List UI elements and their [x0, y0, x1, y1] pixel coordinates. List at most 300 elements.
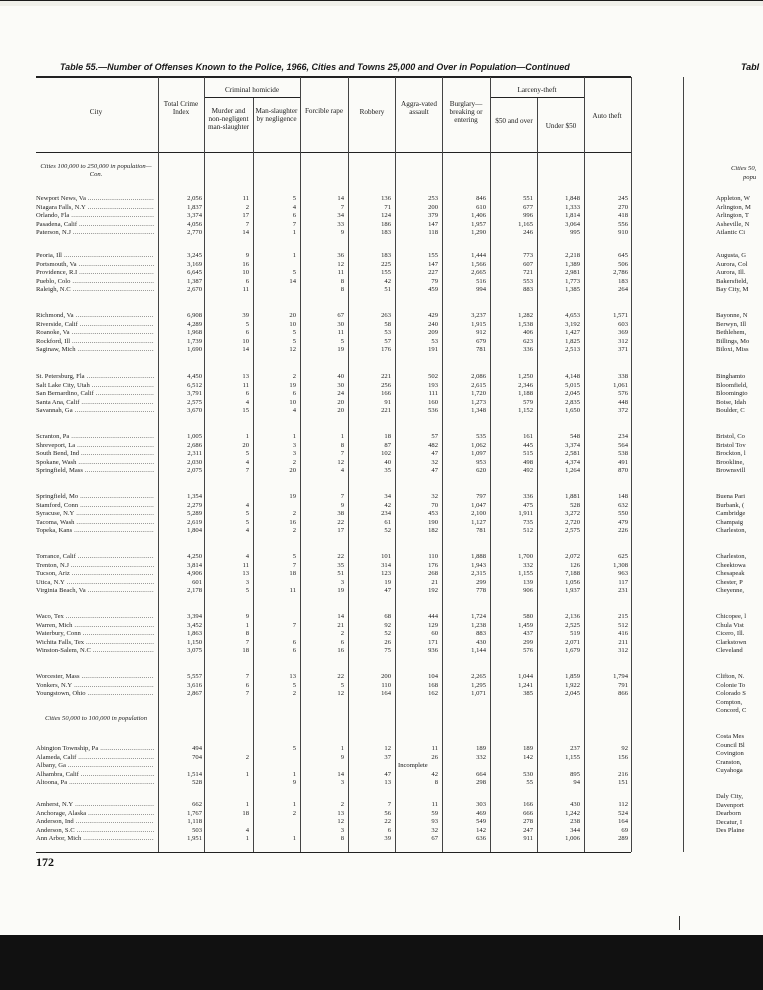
city-name: South Bend, Ind ..... — [36, 450, 154, 459]
cell-mans: 13 — [289, 673, 296, 680]
cell-auto: 524 — [618, 809, 628, 817]
cell-mans: 19 — [289, 381, 296, 389]
cell-lu: 237 — [570, 745, 580, 752]
cell-rape: 30 — [337, 320, 344, 328]
cell-auto: 1,794 — [613, 673, 628, 680]
cell-l50: 1,241 — [518, 681, 533, 689]
cell-lu: 430 — [570, 801, 580, 808]
cell-auto: 156 — [618, 753, 628, 761]
cell-burglary: 610 — [476, 203, 486, 211]
table-row — [0, 338, 640, 347]
cell-assault: 240 — [428, 320, 438, 328]
city-name: Youngstown, Ohio ..... — [36, 690, 154, 699]
cell-burglary: 299 — [476, 578, 486, 586]
cell-l50: 735 — [523, 518, 533, 526]
cell-murder: 39 — [242, 312, 249, 319]
cell-assault: 26 — [431, 753, 438, 761]
cell-rape: 40 — [337, 373, 344, 380]
cell-assault: 536 — [428, 407, 438, 414]
header-city: City — [89, 108, 103, 116]
table-row — [0, 673, 640, 682]
header-criminal-homicide: Criminal homicide — [224, 86, 280, 94]
cell-robbery: 164 — [381, 690, 391, 697]
cell-robbery: 225 — [381, 260, 391, 268]
cell-rape: 9 — [340, 501, 344, 509]
header-assault: Aggra-vated assault — [401, 100, 437, 116]
header-burglary: Burglary—breaking or entering — [449, 100, 483, 124]
cell-robbery: 123 — [381, 570, 391, 577]
cell-mans: 20 — [289, 467, 296, 474]
cell-robbery: 57 — [384, 337, 391, 345]
cell-robbery: 52 — [384, 527, 391, 534]
table-row — [0, 382, 640, 391]
cell-mans: 16 — [289, 518, 296, 526]
cell-burglary: 1,047 — [471, 501, 486, 509]
cell-mans: 2 — [292, 458, 296, 466]
cell-murder: 15 — [242, 407, 249, 414]
cell-auto: 112 — [618, 801, 628, 808]
cell-rape: 12 — [337, 458, 344, 466]
cell-auto: 870 — [618, 467, 628, 474]
cell-total: 1,118 — [187, 818, 202, 825]
cell-robbery: 61 — [384, 518, 391, 526]
cell-lu: 2,835 — [565, 398, 580, 406]
cell-burglary: 1,566 — [471, 260, 486, 268]
cell-auto: 234 — [618, 433, 628, 440]
cell-l50: 551 — [523, 195, 533, 202]
cell-lu: 1,006 — [565, 835, 580, 842]
cell-assault: 268 — [428, 570, 438, 577]
cell-mans: 4 — [292, 203, 296, 211]
cell-rape: 5 — [340, 681, 344, 689]
cell-lu: 4,374 — [565, 458, 580, 466]
table-row — [0, 399, 640, 408]
cell-burglary: 1,957 — [471, 220, 486, 228]
fragment-city: Bloomfield, — [716, 381, 748, 389]
table-row — [0, 212, 640, 221]
city-name: Newport News, Va ..... — [36, 195, 154, 204]
cell-robbery: 183 — [381, 229, 391, 236]
city-name: Pasadena, Calif ..... — [36, 221, 154, 230]
city-name: Raleigh, N.C ..... — [36, 286, 154, 295]
cell-total: 2,075 — [187, 467, 202, 474]
city-name: Abington Township, Pa ..... — [36, 745, 154, 754]
fragment-city: Boise, Idah — [716, 398, 747, 406]
city-name: Providence, R.I ..... — [36, 269, 154, 278]
cell-robbery: 221 — [381, 373, 391, 380]
cell-l50: 166 — [523, 801, 533, 808]
cell-mans: 9 — [292, 779, 296, 786]
cell-lu: 895 — [570, 770, 580, 778]
city-name: Tacoma, Wash ..... — [36, 519, 154, 528]
cell-lu: 2,513 — [565, 346, 580, 353]
cell-robbery: 40 — [384, 458, 391, 466]
cell-rape: 8 — [340, 277, 344, 285]
fragment-city: Chester, P — [716, 578, 743, 586]
cell-mans: 1 — [292, 252, 296, 259]
cell-rape: 8 — [340, 441, 344, 449]
cell-rape: 22 — [337, 518, 344, 526]
city-name: Savannah, Ga ..... — [36, 407, 154, 416]
city-name: Springfield, Mass ..... — [36, 467, 154, 476]
cell-murder: 1 — [245, 835, 249, 842]
fragment-city: Bristol, Co — [716, 433, 745, 440]
cell-assault: 502 — [428, 373, 438, 380]
cell-auto: 164 — [618, 818, 628, 825]
table-row — [0, 779, 640, 788]
cell-murder: 7 — [245, 220, 249, 228]
cell-l50: 512 — [523, 527, 533, 534]
cell-rape: 6 — [340, 638, 344, 646]
cell-auto: 2,786 — [613, 269, 628, 276]
cell-total: 1,804 — [187, 527, 202, 534]
table-row — [0, 252, 640, 261]
cell-assault: 32 — [431, 458, 438, 466]
cell-murder: 16 — [242, 260, 249, 268]
section-heading-100k: Cities 100,000 to 250,000 in population—Con. — [40, 163, 152, 178]
fragment-city: Arlington, M — [716, 203, 751, 211]
fragment-city: Chesapeak — [716, 570, 745, 577]
cell-l50: 1,282 — [518, 312, 533, 319]
header-auto: Auto theft — [592, 112, 622, 120]
cell-robbery: 68 — [384, 613, 391, 620]
cell-mans: 6 — [292, 212, 296, 219]
table-row — [0, 204, 640, 213]
cell-lu: 1,650 — [565, 407, 580, 414]
fragment-section-text: Cities 50, — [731, 165, 757, 172]
cell-auto: 418 — [618, 212, 628, 219]
cell-murder: 6 — [245, 681, 249, 689]
cell-assault: 79 — [431, 277, 438, 285]
city-name: Springfield, Mo ..... — [36, 493, 154, 502]
cell-total: 3,452 — [187, 621, 202, 629]
cell-mans: 2 — [292, 690, 296, 697]
cell-lu: 2,218 — [565, 252, 580, 259]
cell-total: 2,178 — [187, 587, 202, 594]
fragment-city: Boulder, C — [716, 407, 745, 414]
cell-auto: 372 — [618, 407, 628, 414]
cell-auto: 645 — [618, 252, 628, 259]
table-row — [0, 329, 640, 338]
cell-auto: 216 — [618, 770, 628, 778]
cell-total: 1,387 — [187, 277, 202, 285]
cell-assault: 193 — [428, 381, 438, 389]
fragment-city: Asheville, N — [716, 220, 750, 228]
cell-auto: 226 — [618, 527, 628, 534]
cell-auto: 556 — [618, 220, 628, 228]
table-row — [0, 613, 640, 622]
fragment-city: Des Plaine — [716, 827, 745, 834]
fragment-city: Cleveland — [716, 647, 743, 654]
fragment-city: Davenport — [716, 801, 744, 809]
scan-mark — [679, 916, 680, 930]
cell-total: 1,690 — [187, 346, 202, 353]
cell-burglary: 430 — [476, 638, 486, 646]
cell-burglary: 1,888 — [471, 553, 486, 560]
cell-murder: 13 — [242, 373, 249, 380]
section-heading-50k: Cities 50,000 to 100,000 in population — [44, 715, 148, 722]
cell-total: 3,374 — [187, 212, 202, 219]
cell-rape: 14 — [337, 770, 344, 778]
cell-rape: 1 — [340, 745, 344, 752]
table-row — [0, 562, 640, 571]
fragment-city: Dearborn — [716, 810, 741, 817]
fragment-city: Berwyn, Ill — [716, 320, 747, 328]
cell-mans: 5 — [292, 681, 296, 689]
cell-l50: 1,155 — [518, 570, 533, 577]
cell-murder: 8 — [245, 630, 249, 637]
cell-total: 6,512 — [187, 381, 202, 389]
page-number: 172 — [36, 855, 54, 869]
cell-assault: 160 — [428, 398, 438, 406]
table-row — [0, 221, 640, 230]
fragment-city: Clarkstown — [716, 638, 747, 646]
cell-burglary: 953 — [476, 458, 486, 466]
cell-l50: 666 — [523, 809, 533, 817]
cell-assault: 429 — [428, 312, 438, 319]
table-row — [0, 810, 640, 819]
cell-murder: 9 — [245, 252, 249, 259]
cell-rape: 9 — [340, 753, 344, 761]
cell-lu: 1,922 — [565, 681, 580, 689]
cell-rape: 7 — [340, 493, 344, 500]
fragment-city: Arlington, T — [716, 212, 749, 219]
cell-l50: 139 — [523, 578, 533, 586]
cell-mans: 1 — [292, 770, 296, 778]
cell-burglary: 1,295 — [471, 681, 486, 689]
cell-auto: 1,061 — [613, 381, 628, 389]
cell-robbery: 12 — [384, 745, 391, 752]
table-row — [0, 467, 640, 476]
cell-burglary: 781 — [476, 527, 486, 534]
city-name: Tucson, Ariz ..... — [36, 570, 154, 579]
cell-lu: 5,015 — [565, 381, 580, 389]
table-row — [0, 827, 640, 836]
cell-l50: 336 — [523, 346, 533, 353]
cell-burglary: 1,097 — [471, 450, 486, 457]
fragment-city: Augusta, G — [716, 252, 747, 259]
cell-total: 2,311 — [187, 450, 202, 457]
cell-murder: 2 — [245, 753, 249, 761]
table-row — [0, 407, 640, 416]
cell-l50: 996 — [523, 212, 533, 219]
city-name: Syracuse, N.Y ..... — [36, 510, 154, 519]
cell-total: 6,645 — [187, 269, 202, 276]
cell-mans: 5 — [292, 195, 296, 202]
cell-rape: 16 — [337, 647, 344, 654]
city-name: Utica, N.Y ..... — [36, 579, 154, 588]
cell-burglary: 298 — [476, 779, 486, 786]
cell-total: 1,514 — [187, 770, 202, 778]
header-murder: Murder and non-negligent man-slaughter — [207, 107, 250, 131]
city-name: Yonkers, N.Y ..... — [36, 682, 154, 691]
cell-l50: 406 — [523, 329, 533, 336]
cell-auto: 512 — [618, 621, 628, 629]
fragment-section-text: popu — [743, 174, 757, 181]
cell-burglary: 303 — [476, 801, 486, 808]
table-row — [0, 373, 640, 382]
cell-robbery: 56 — [384, 809, 391, 817]
cell-murder: 1 — [245, 770, 249, 778]
table-row — [0, 527, 640, 536]
cell-murder: 5 — [245, 320, 249, 328]
cell-total: 2,056 — [187, 195, 202, 202]
cell-robbery: 26 — [384, 638, 391, 646]
table-row — [0, 433, 640, 442]
cell-lu: 2,525 — [565, 621, 580, 629]
fragment-city: Bay City, M — [716, 286, 749, 293]
cell-lu: 2,072 — [565, 553, 580, 560]
cell-l50: 1,911 — [518, 510, 533, 517]
cell-auto: 215 — [618, 613, 628, 620]
cell-assault: 60 — [431, 630, 438, 637]
cell-robbery: 314 — [381, 561, 391, 569]
city-name: Trenton, N.J ..... — [36, 562, 154, 571]
page-top-rule — [0, 0, 763, 1]
header-top-rule — [36, 76, 631, 78]
cell-assault: 147 — [428, 220, 438, 228]
cell-assault: 111 — [428, 390, 438, 397]
cell-robbery: 13 — [384, 779, 391, 786]
cell-l50: 332 — [523, 561, 533, 569]
cell-rape: 3 — [340, 779, 344, 786]
cell-l50: 142 — [523, 753, 533, 761]
cell-rape: 22 — [337, 553, 344, 560]
cell-rape: 2 — [340, 801, 344, 808]
cell-murder: 5 — [245, 518, 249, 526]
fragment-city: Cheyenne, — [716, 587, 745, 594]
table-row — [0, 278, 640, 287]
cell-auto: 506 — [618, 260, 628, 268]
table-row — [0, 195, 640, 204]
cell-auto: 369 — [618, 329, 628, 336]
cell-burglary: 1,915 — [471, 320, 486, 328]
cell-robbery: 186 — [381, 220, 391, 228]
cell-rape: 11 — [337, 269, 344, 276]
city-name: Waterbury, Conn ..... — [36, 630, 154, 639]
cell-auto: 264 — [618, 286, 628, 293]
cell-total: 3,670 — [187, 407, 202, 414]
cell-assault: 191 — [428, 346, 438, 353]
cell-burglary: 469 — [476, 809, 486, 817]
cell-murder: 4 — [245, 398, 249, 406]
city-name: Waco, Tex ..... — [36, 613, 154, 622]
cell-lu: 1,155 — [565, 753, 580, 761]
cell-lu: 1,825 — [565, 337, 580, 345]
fragment-city: Bethlehem, — [716, 329, 747, 336]
cell-robbery: 18 — [384, 433, 391, 440]
cell-robbery: 102 — [381, 450, 391, 457]
cell-total: 4,906 — [187, 570, 202, 577]
cell-rape: 19 — [337, 587, 344, 594]
cell-robbery: 166 — [381, 390, 391, 397]
fragment-city: Atlantic Ci — [716, 229, 746, 236]
city-name: Spokane, Wash ..... — [36, 459, 154, 468]
cell-auto: 338 — [618, 373, 628, 380]
cell-total: 601 — [192, 578, 202, 586]
cell-murder: 17 — [242, 212, 249, 219]
cell-l50: 1,250 — [518, 373, 533, 380]
city-name: San Bernardino, Calif ..... — [36, 390, 154, 399]
cell-robbery: 200 — [381, 673, 391, 680]
cell-robbery: 47 — [384, 587, 391, 594]
cell-assault: 162 — [428, 690, 438, 697]
fragment-city: Brownsvill — [716, 467, 746, 474]
cell-l50: 492 — [523, 467, 533, 474]
cell-assault: 482 — [428, 441, 438, 449]
cell-l50: 773 — [523, 252, 533, 259]
cell-robbery: 234 — [381, 510, 391, 517]
cell-burglary: 2,100 — [471, 510, 486, 517]
cell-assault: 93 — [431, 818, 438, 825]
table-row — [0, 587, 640, 596]
cell-burglary: 535 — [476, 433, 486, 440]
cell-murder: 7 — [245, 467, 249, 474]
cell-auto: 1,308 — [613, 561, 628, 569]
table-row — [0, 286, 640, 295]
table-row — [0, 459, 640, 468]
cell-auto: 416 — [618, 630, 628, 637]
city-name: Torrance, Calif ..... — [36, 553, 154, 562]
cell-lu: 2,136 — [565, 613, 580, 620]
cell-total: 2,670 — [187, 286, 202, 293]
header-larceny: Larceny-theft — [517, 86, 557, 94]
cell-robbery: 263 — [381, 312, 391, 319]
cell-rape: 33 — [337, 220, 344, 228]
table-row — [0, 229, 640, 238]
cell-total: 2,686 — [187, 441, 202, 449]
cell-lu: 1,427 — [565, 329, 580, 336]
cell-auto: 625 — [618, 553, 628, 560]
cell-l50: 278 — [523, 818, 533, 825]
cell-mans: 1 — [292, 229, 296, 236]
cell-lu: 2,981 — [565, 269, 580, 276]
cell-l50: 721 — [523, 269, 533, 276]
cell-rape: 2 — [340, 630, 344, 637]
city-name: Roanoke, Va ..... — [36, 329, 154, 338]
cell-rape: 1 — [340, 433, 344, 440]
city-name: Virginia Beach, Va ..... — [36, 587, 154, 596]
city-name: Orlando, Fla ..... — [36, 212, 154, 221]
table-row — [0, 502, 640, 511]
cell-robbery: 42 — [384, 501, 391, 509]
cell-mans: 3 — [292, 441, 296, 449]
cell-robbery: 6 — [387, 826, 391, 834]
cell-robbery: 155 — [381, 269, 391, 276]
cell-l50: 1,152 — [518, 407, 533, 414]
cell-assault: 118 — [428, 229, 438, 236]
cell-lu: 3,272 — [565, 510, 580, 517]
fragment-city: Binghamto — [716, 373, 746, 380]
cell-lu: 2,575 — [565, 527, 580, 534]
city-name: Rockford, Ill ..... — [36, 338, 154, 347]
cell-l50: 579 — [523, 398, 533, 406]
cell-lu: 3,374 — [565, 441, 580, 449]
header-rape: Forcible rape — [304, 107, 344, 115]
cell-mans: 18 — [289, 570, 296, 577]
city-name: Anderson, Ind ..... — [36, 818, 154, 827]
city-name: Albany, Ga ..... — [36, 762, 154, 771]
cell-lu: 1,385 — [565, 286, 580, 293]
cell-murder: 4 — [245, 826, 249, 834]
cell-burglary: 883 — [476, 630, 486, 637]
cell-lu: 1,773 — [565, 277, 580, 285]
cell-total: 1,767 — [187, 809, 202, 817]
cell-l50: 55 — [526, 779, 533, 786]
cell-l50: 515 — [523, 450, 533, 457]
table-row — [0, 493, 640, 502]
cell-murder: 18 — [242, 647, 249, 654]
